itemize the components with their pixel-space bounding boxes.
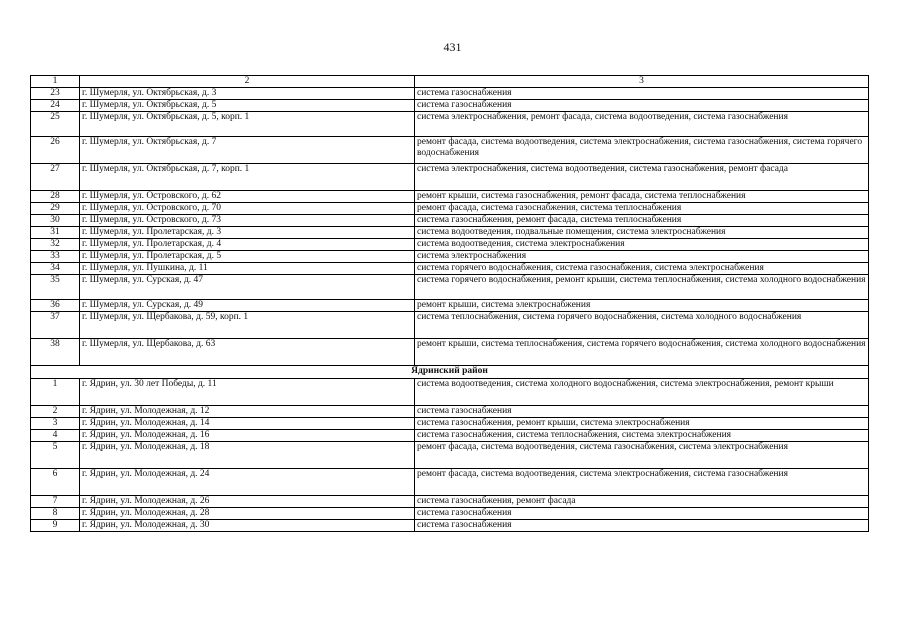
table-row [31, 406, 869, 418]
row-number: 24 [31, 100, 80, 112]
row-number: 34 [31, 263, 80, 275]
row-works: система электроснабжения, ремонт фасада, система водоотведения, система газоснабжения [415, 112, 869, 137]
row-works: система электроснабжения, система водоотведения, система газоснабжения, ремонт фасада [415, 164, 869, 191]
row-number: 4 [31, 430, 80, 442]
row-address: г. Шумерля, ул. Октябрьская, д. 5 [80, 100, 415, 112]
row-number: 2 [31, 406, 80, 418]
header-row [31, 76, 869, 88]
row-works: система газоснабжения [415, 88, 869, 100]
row-address: г. Шумерля, ул. Пролетарская, д. 4 [80, 239, 415, 251]
row-works: система газоснабжения [415, 406, 869, 418]
row-works: система горячего водоснабжения, ремонт крыши, система теплоснабжения, система холодного водоснабжения [415, 275, 869, 300]
row-works: система теплоснабжения, система горячего водоснабжения, система холодного водоснабжения [415, 312, 869, 339]
table-row [31, 275, 869, 300]
table-row [31, 418, 869, 430]
table-row [31, 203, 869, 215]
row-address: г. Ядрин, ул. 30 лет Победы, д. 11 [80, 379, 415, 406]
row-number: 37 [31, 312, 80, 339]
row-works: ремонт крыши, система теплоснабжения, система горячего водоснабжения, система холодного водоснабжения [415, 339, 869, 366]
row-address: г. Шумерля, ул. Октябрьская, д. 5, корп. 1 [80, 112, 415, 137]
row-number: 29 [31, 203, 80, 215]
row-number: 26 [31, 137, 80, 164]
row-works: система водоотведения, система электроснабжения [415, 239, 869, 251]
table-row [31, 430, 869, 442]
row-works: ремонт крыши, система электроснабжения [415, 300, 869, 312]
row-number: 30 [31, 215, 80, 227]
row-number: 36 [31, 300, 80, 312]
row-address: г. Шумерля, ул. Октябрьская, д. 7, корп. 1 [80, 164, 415, 191]
row-works: система газоснабжения [415, 520, 869, 532]
table-row [31, 520, 869, 532]
row-address: г. Шумерля, ул. Островского, д. 70 [80, 203, 415, 215]
table-row [31, 100, 869, 112]
table-row [31, 379, 869, 406]
section-title: Ядринский район [31, 366, 869, 379]
table-row [31, 239, 869, 251]
row-works: система горячего водоснабжения, система газоснабжения, система электроснабжения [415, 263, 869, 275]
row-address: г. Ядрин, ул. Молодежная, д. 18 [80, 442, 415, 469]
table-row [31, 442, 869, 469]
row-number: 33 [31, 251, 80, 263]
row-works: система электроснабжения [415, 251, 869, 263]
repair-table [30, 75, 869, 532]
row-works: ремонт крыши, система газоснабжения, ремонт фасада, система теплоснабжения [415, 191, 869, 203]
row-number: 7 [31, 496, 80, 508]
row-works: система водоотведения, подвальные помещения, система электроснабжения [415, 227, 869, 239]
table-row [31, 469, 869, 496]
row-number: 9 [31, 520, 80, 532]
table-row [31, 496, 869, 508]
section-row [31, 366, 869, 379]
table-row [31, 227, 869, 239]
row-number: 23 [31, 88, 80, 100]
row-address: г. Ядрин, ул. Молодежная, д. 26 [80, 496, 415, 508]
row-works: ремонт фасада, система водоотведения, система электроснабжения, система газоснабжения, система горячего водоснабжения [415, 137, 869, 164]
table-row [31, 312, 869, 339]
row-number: 5 [31, 442, 80, 469]
row-works: система газоснабжения, ремонт крыши, система электроснабжения [415, 418, 869, 430]
row-address: г. Ядрин, ул. Молодежная, д. 30 [80, 520, 415, 532]
row-address: г. Шумерля, ул. Островского, д. 73 [80, 215, 415, 227]
row-address: г. Шумерля, ул. Островского, д. 62 [80, 191, 415, 203]
row-number: 31 [31, 227, 80, 239]
page-number: 431 [443, 40, 462, 54]
row-number: 28 [31, 191, 80, 203]
row-number: 1 [31, 379, 80, 406]
row-number: 27 [31, 164, 80, 191]
row-address: г. Шумерля, ул. Щербакова, д. 63 [80, 339, 415, 366]
row-works: ремонт фасада, система газоснабжения, система теплоснабжения [415, 203, 869, 215]
row-address: г. Ядрин, ул. Молодежная, д. 14 [80, 418, 415, 430]
table-row [31, 339, 869, 366]
row-works: система газоснабжения [415, 508, 869, 520]
row-address: г. Ядрин, ул. Молодежная, д. 24 [80, 469, 415, 496]
row-works: система водоотведения, система холодного водоснабжения, система электроснабжения, ремонт крыши [415, 379, 869, 406]
header-col-1: 1 [31, 76, 80, 88]
header-col-3: 3 [415, 76, 869, 88]
table-row [31, 508, 869, 520]
row-address: г. Шумерля, ул. Октябрьская, д. 7 [80, 137, 415, 164]
row-address: г. Шумерля, ул. Пролетарская, д. 3 [80, 227, 415, 239]
row-works: система газоснабжения [415, 100, 869, 112]
row-address: г. Ядрин, ул. Молодежная, д. 16 [80, 430, 415, 442]
row-number: 38 [31, 339, 80, 366]
header-col-2: 2 [80, 76, 415, 88]
table-row [31, 88, 869, 100]
row-works: система газоснабжения, система теплоснабжения, система электроснабжения [415, 430, 869, 442]
row-works: ремонт фасада, система водоотведения, система электроснабжения, система газоснабжения [415, 469, 869, 496]
row-works: ремонт фасада, система водоотведения, система газоснабжения, система электроснабжения [415, 442, 869, 469]
table-row [31, 251, 869, 263]
row-address: г. Шумерля, ул. Сурская, д. 49 [80, 300, 415, 312]
table-row [31, 215, 869, 227]
table-row [31, 112, 869, 137]
table-row [31, 137, 869, 164]
row-address: г. Шумерля, ул. Пролетарская, д. 5 [80, 251, 415, 263]
row-number: 32 [31, 239, 80, 251]
row-works: система газоснабжения, ремонт фасада [415, 496, 869, 508]
row-number: 8 [31, 508, 80, 520]
row-number: 6 [31, 469, 80, 496]
table-row [31, 191, 869, 203]
row-number: 35 [31, 275, 80, 300]
row-address: г. Шумерля, ул. Пушкина, д. 11 [80, 263, 415, 275]
row-address: г. Шумерля, ул. Щербакова, д. 59, корп. 1 [80, 312, 415, 339]
row-works: система газоснабжения, ремонт фасада, система теплоснабжения [415, 215, 869, 227]
table-row [31, 164, 869, 191]
row-number: 3 [31, 418, 80, 430]
table-row [31, 300, 869, 312]
table-row [31, 263, 869, 275]
row-address: г. Шумерля, ул. Сурская, д. 47 [80, 275, 415, 300]
row-address: г. Ядрин, ул. Молодежная, д. 28 [80, 508, 415, 520]
row-address: г. Ядрин, ул. Молодежная, д. 12 [80, 406, 415, 418]
row-address: г. Шумерля, ул. Октябрьская, д. 3 [80, 88, 415, 100]
row-number: 25 [31, 112, 80, 137]
